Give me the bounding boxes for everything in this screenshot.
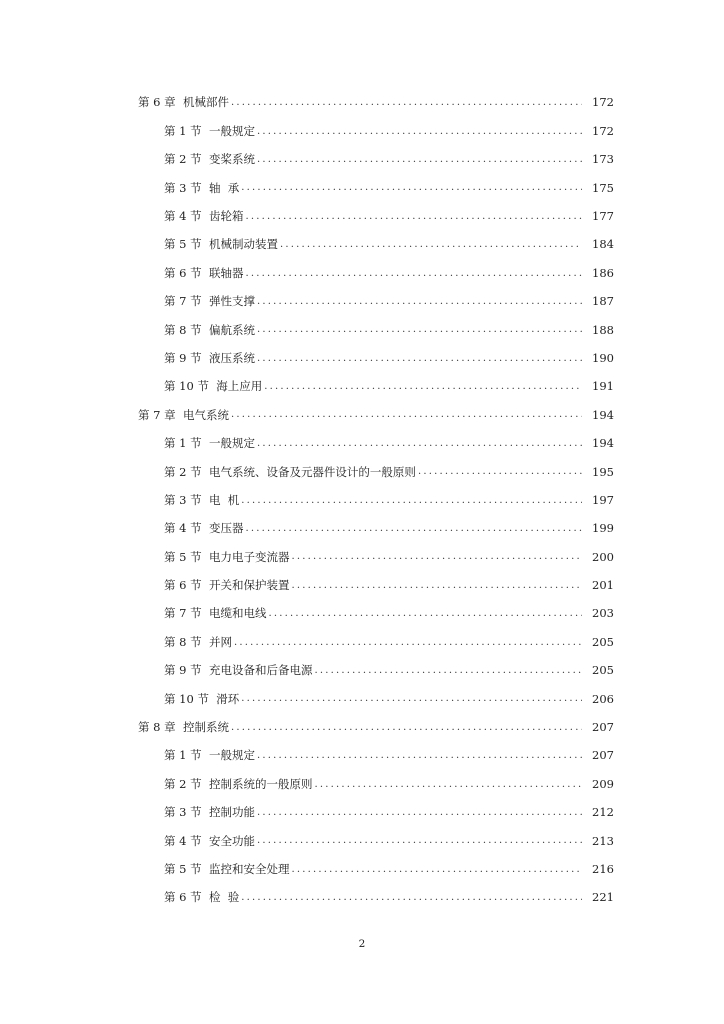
toc-entry-label: 第 3 节 电 机 [164, 492, 240, 507]
toc-section-entry[interactable] [0, 770, 724, 798]
toc-section-entry[interactable] [0, 174, 724, 202]
toc-entry-label: 第 5 节 机械制动装置 [164, 237, 278, 252]
toc-entry-page-number: 175 [592, 180, 614, 195]
toc-section-entry[interactable] [0, 600, 724, 628]
toc-leader-dots [231, 410, 582, 420]
toc-leader-dots [268, 609, 582, 619]
toc-leader-dots [314, 666, 582, 676]
toc-leader-dots [245, 524, 582, 534]
toc-entry-page-number: 194 [592, 436, 614, 451]
toc-entry-label: 第 7 章 电气系统 [138, 407, 229, 422]
toc-section-entry[interactable] [0, 856, 724, 884]
toc-entry-label: 第 3 节 控制功能 [164, 805, 255, 820]
toc-entry-label: 第 6 节 检 验 [164, 890, 240, 905]
toc-section-entry[interactable] [0, 742, 724, 770]
toc-section-entry[interactable] [0, 799, 724, 827]
toc-entry-page-number: 197 [592, 492, 614, 507]
toc-leader-dots [257, 836, 582, 846]
toc-entry-page-number: 184 [592, 237, 614, 252]
toc-section-entry[interactable] [0, 117, 724, 145]
toc-entry-label: 第 8 章 控制系统 [138, 720, 229, 735]
toc-leader-dots [280, 240, 582, 250]
toc-section-entry[interactable] [0, 657, 724, 685]
toc-leader-dots [291, 865, 582, 875]
toc-section-entry[interactable] [0, 259, 724, 287]
toc-leader-dots [257, 808, 582, 818]
toc-leader-dots [231, 98, 582, 108]
table-of-contents [0, 89, 724, 912]
toc-entry-label: 第 4 节 安全功能 [164, 833, 255, 848]
toc-leader-dots [231, 723, 582, 733]
toc-leader-dots [257, 127, 582, 137]
toc-chapter-entry[interactable] [0, 401, 724, 429]
toc-section-entry[interactable] [0, 827, 724, 855]
toc-entry-page-number: 216 [592, 861, 614, 876]
toc-leader-dots [257, 155, 582, 165]
toc-entry-page-number: 186 [592, 265, 614, 280]
toc-section-entry[interactable] [0, 231, 724, 259]
toc-leader-dots [245, 269, 582, 279]
toc-entry-label: 第 10 节 海上应用 [164, 379, 263, 394]
toc-entry-label: 第 5 节 监控和安全处理 [164, 861, 290, 876]
toc-entry-label: 第 8 节 并网 [164, 634, 232, 649]
toc-entry-label: 第 4 节 齿轮箱 [164, 209, 244, 223]
toc-section-entry[interactable] [0, 288, 724, 316]
toc-entry-page-number: 191 [592, 379, 614, 394]
toc-leader-dots [291, 581, 582, 591]
toc-leader-dots [257, 325, 582, 335]
toc-section-entry[interactable] [0, 685, 724, 713]
toc-section-entry[interactable] [0, 203, 724, 231]
toc-chapter-entry[interactable] [0, 714, 724, 742]
toc-entry-page-number: 206 [592, 691, 614, 706]
toc-section-entry[interactable] [0, 316, 724, 344]
toc-entry-page-number: 200 [592, 549, 614, 564]
page-number: 2 [358, 938, 366, 950]
toc-entry-label: 第 6 节 联轴器 [164, 265, 244, 280]
toc-entry-label: 第 10 节 滑环 [164, 691, 240, 706]
toc-entry-page-number: 172 [592, 123, 614, 138]
toc-entry-label: 第 2 节 变桨系统 [164, 152, 255, 167]
toc-entry-label: 第 8 节 偏航系统 [164, 322, 255, 337]
toc-entry-page-number: 205 [592, 634, 614, 649]
toc-leader-dots [264, 382, 582, 392]
toc-leader-dots [241, 694, 582, 704]
toc-entry-page-number: 194 [592, 407, 614, 422]
toc-entry-page-number: 209 [592, 776, 614, 791]
toc-entry-label: 第 5 节 电力电子变流器 [164, 549, 290, 564]
toc-section-entry[interactable] [0, 515, 724, 543]
toc-leader-dots [418, 467, 582, 477]
toc-leader-dots [245, 212, 582, 222]
toc-section-entry[interactable] [0, 373, 724, 401]
toc-section-entry[interactable] [0, 146, 724, 174]
toc-section-entry[interactable] [0, 628, 724, 656]
toc-entry-page-number: 213 [592, 833, 614, 848]
toc-leader-dots [241, 183, 582, 193]
toc-entry-page-number: 207 [592, 748, 614, 763]
toc-entry-page-number: 195 [592, 464, 614, 479]
toc-section-entry[interactable] [0, 884, 724, 912]
toc-entry-page-number: 188 [592, 322, 614, 337]
toc-entry-label: 第 1 节 一般规定 [164, 436, 255, 451]
toc-leader-dots [234, 638, 582, 648]
toc-entry-label: 第 6 章 机械部件 [138, 95, 229, 110]
toc-leader-dots [257, 354, 582, 364]
toc-entry-label: 第 2 节 电气系统、设备及元器件设计的一般原则 [164, 464, 416, 479]
toc-entry-label: 第 7 节 电缆和电线 [164, 606, 267, 621]
toc-leader-dots [257, 439, 582, 449]
toc-section-entry[interactable] [0, 486, 724, 514]
toc-leader-dots [241, 893, 582, 903]
toc-entry-page-number: 207 [592, 720, 614, 735]
toc-section-entry[interactable] [0, 572, 724, 600]
toc-entry-page-number: 201 [592, 578, 614, 593]
toc-entry-page-number: 205 [592, 663, 614, 678]
toc-entry-label: 第 3 节 轴 承 [164, 180, 240, 195]
toc-entry-page-number: 187 [592, 294, 614, 309]
toc-entry-page-number: 173 [592, 152, 614, 167]
toc-entry-page-number: 199 [592, 521, 614, 536]
toc-entry-page-number: 177 [592, 209, 614, 223]
toc-entry-page-number: 172 [592, 95, 614, 110]
toc-entry-page-number: 221 [592, 890, 614, 905]
toc-entry-page-number: 203 [592, 606, 614, 621]
toc-entry-label: 第 6 节 开关和保护装置 [164, 578, 290, 593]
toc-leader-dots [314, 780, 582, 790]
toc-entry-label: 第 9 节 液压系统 [164, 350, 255, 365]
toc-section-entry[interactable] [0, 458, 724, 486]
toc-section-entry[interactable] [0, 345, 724, 373]
toc-entry-label: 第 7 节 弹性支撑 [164, 294, 255, 309]
toc-entry-label: 第 2 节 控制系统的一般原则 [164, 776, 313, 791]
toc-leader-dots [291, 552, 582, 562]
toc-entry-page-number: 190 [592, 350, 614, 365]
toc-entry-label: 第 9 节 充电设备和后备电源 [164, 663, 313, 678]
toc-chapter-entry[interactable] [0, 89, 724, 117]
toc-leader-dots [241, 496, 582, 506]
toc-leader-dots [257, 751, 582, 761]
toc-entry-label: 第 1 节 一般规定 [164, 748, 255, 763]
toc-section-entry[interactable] [0, 543, 724, 571]
toc-leader-dots [257, 297, 582, 307]
toc-entry-label: 第 4 节 变压器 [164, 521, 244, 536]
toc-section-entry[interactable] [0, 430, 724, 458]
toc-entry-label: 第 1 节 一般规定 [164, 123, 255, 138]
toc-entry-page-number: 212 [592, 805, 614, 820]
